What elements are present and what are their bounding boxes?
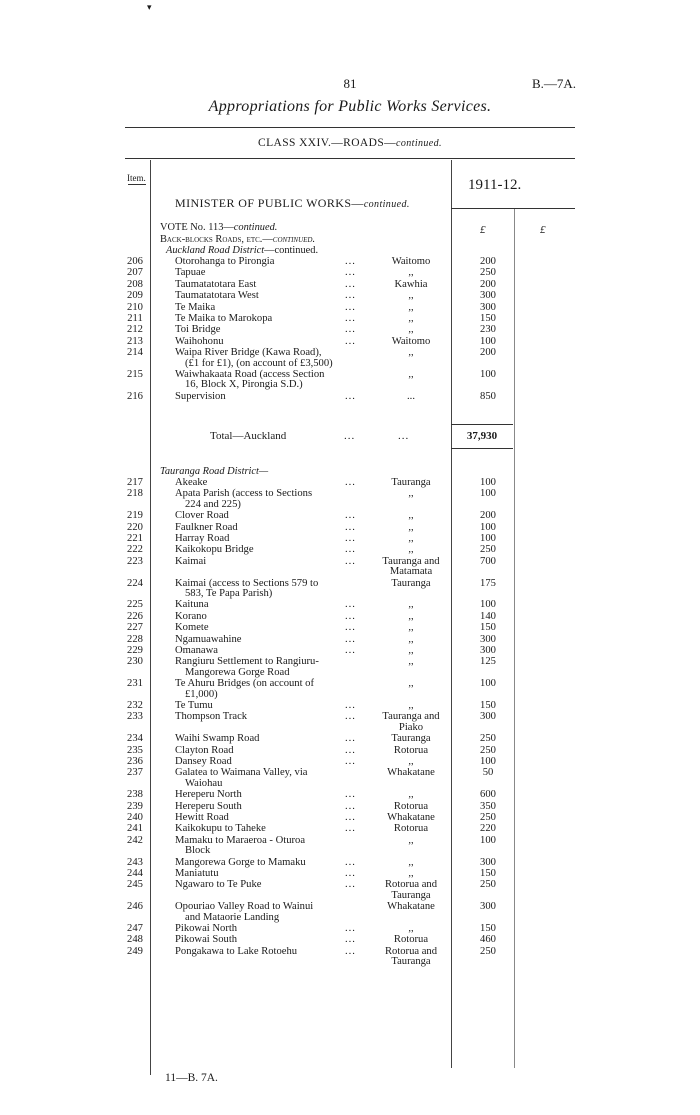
item-name-continued: Block (185, 845, 211, 857)
table-row (125, 902, 515, 924)
dot-leader: ... (345, 645, 356, 656)
section-heading: Back-blocks Roads, etc.—continued. (160, 234, 316, 245)
item-name: Taumatatotara West (175, 290, 259, 302)
item-number: 217 (127, 477, 143, 488)
electorate: ,, (408, 369, 414, 380)
item-name: Te Maika (175, 301, 216, 313)
item-name: Tapuae (175, 267, 206, 279)
amount: 150 (480, 700, 496, 711)
electorate: Rotorua (393, 823, 429, 835)
dot-leader: ... (345, 700, 356, 711)
dot-leader: ... (345, 313, 356, 324)
item-number: 235 (127, 744, 143, 756)
item-number: 234 (127, 733, 143, 745)
dot-leader: ... (345, 477, 356, 488)
electorate: ,, (408, 347, 414, 359)
electorate: ,, (408, 290, 414, 302)
electorate: ,, (408, 923, 414, 934)
dot-leader: ... (345, 789, 356, 801)
electorate-continued: Tauranga (391, 889, 431, 901)
item-number: 212 (127, 324, 143, 336)
amount: 100 (480, 678, 496, 690)
page-title: Appropriations for Public Works Services. (208, 98, 492, 115)
class-title: CLASS XXIV.—ROADS—continued. (258, 137, 442, 149)
amount: 300 (480, 290, 496, 302)
dot-leader: ... (345, 812, 356, 823)
item-number: 206 (127, 256, 143, 267)
item-number: 226 (127, 610, 143, 622)
item-number: 244 (127, 868, 143, 879)
item-number: 228 (127, 633, 143, 645)
item-number: 207 (127, 267, 143, 279)
electorate: Rotorua and (384, 879, 438, 891)
amount: 250 (480, 744, 496, 756)
item-name: Kaikokopu Bridge (175, 544, 254, 556)
item-name: Te Tumu (175, 700, 213, 711)
item-number: 232 (127, 700, 143, 711)
amount: 600 (480, 789, 496, 801)
table-row (125, 623, 515, 634)
item-name: Supervision (175, 390, 226, 402)
item-number: 236 (127, 756, 143, 767)
item-name: Mamaku to Maraeroa - Oturoa (175, 834, 306, 846)
footer-signature: 11—B. 7A. (165, 1072, 218, 1084)
amount: 150 (480, 868, 496, 879)
dot-leader: ... (345, 555, 356, 567)
amount: 100 (480, 599, 496, 611)
table-row (125, 511, 515, 522)
item-number: 219 (127, 510, 143, 522)
item-name: Pikowai North (175, 923, 238, 934)
dot-leader: ... (345, 823, 356, 835)
item-number: 240 (127, 812, 143, 823)
dot-leader: ... (345, 934, 356, 946)
electorate: Tauranga (391, 733, 431, 745)
electorate: ,, (408, 301, 414, 313)
item-name: Waihohonu (175, 335, 224, 347)
item-name: Rangiuru Settlement to Rangiuru- (175, 656, 319, 668)
electorate: ,, (408, 324, 414, 336)
dot-leader: ... (345, 800, 356, 812)
amount: 250 (480, 945, 496, 957)
electorate: ,, (408, 599, 414, 611)
item-name: Clayton Road (175, 744, 234, 756)
item-number: 224 (127, 577, 143, 589)
dot-leader: ... (345, 610, 356, 622)
amount: 100 (480, 834, 496, 846)
table-row (125, 768, 515, 790)
dot-leader: ... (345, 923, 356, 934)
item-number: 227 (127, 622, 143, 634)
table-row (125, 679, 515, 701)
electorate: ,, (408, 267, 414, 279)
minister-heading: MINISTER OF PUBLIC WORKS—continued. (175, 196, 410, 210)
table-row (125, 392, 515, 403)
amount: 300 (480, 645, 496, 656)
amount: 200 (480, 510, 496, 522)
item-name: Hewitt Road (175, 812, 229, 823)
document-reference: B.—7A. (532, 76, 577, 91)
electorate: ,, (408, 856, 414, 868)
amount: 350 (480, 800, 496, 812)
amount: 150 (480, 313, 496, 324)
dot-leader: ... (345, 744, 356, 756)
item-name: Akeake (175, 477, 208, 488)
item-name: Galatea to Waimana Valley, via (175, 767, 308, 779)
item-name: Kaimai (access to Sections 579 to (175, 577, 319, 589)
item-number: 242 (127, 834, 143, 846)
amount: 250 (480, 879, 496, 891)
amount: 200 (480, 256, 496, 267)
electorate: ,, (408, 610, 414, 622)
dot-leader: ... (345, 856, 356, 868)
total-bottom-rule (451, 448, 513, 449)
item-name: Apata Parish (access to Sections (175, 488, 313, 500)
dot-leader: ... (345, 267, 356, 279)
electorate: Rotorua and (384, 945, 438, 957)
item-number: 229 (127, 645, 143, 656)
item-name: Te Maika to Marokopa (175, 313, 273, 324)
dot-leader: ... (345, 868, 356, 879)
amount: 140 (480, 610, 496, 622)
item-number: 247 (127, 923, 143, 934)
item-name: Ngamuawahine (175, 633, 242, 645)
amount: 250 (480, 733, 496, 745)
amount: 300 (480, 711, 496, 723)
electorate: ,, (408, 510, 414, 522)
item-number: 245 (127, 879, 143, 891)
amount: 150 (480, 622, 496, 634)
item-number: 238 (127, 789, 143, 801)
year-header: 1911-12. (468, 177, 522, 193)
electorate: ,, (408, 313, 414, 324)
item-name: Komete (175, 622, 209, 634)
amount: 125 (480, 656, 496, 668)
dot-leader: ... (345, 544, 356, 556)
table-row (125, 790, 515, 801)
table-row (125, 348, 515, 370)
item-number: 231 (127, 678, 143, 690)
amount: 250 (480, 544, 496, 556)
amount: 250 (480, 812, 496, 823)
item-name: Thompson Track (175, 711, 248, 723)
header-rule (125, 127, 575, 128)
table-row (125, 734, 515, 745)
tauranga-district-heading: Tauranga Road District— (160, 466, 269, 477)
item-number: 225 (127, 599, 143, 611)
electorate: ,, (408, 868, 414, 879)
item-header-underline (128, 184, 146, 185)
total-leader: ... (344, 430, 356, 442)
electorate: Whakatane (387, 767, 435, 779)
item-name-continued: 583, Te Papa Parish) (185, 587, 273, 599)
electorate: ,, (408, 789, 414, 801)
item-name-continued: Mangorewa Gorge Road (185, 666, 290, 678)
amount: 100 (480, 477, 496, 488)
amount: 300 (480, 633, 496, 645)
item-name: Waiwhakaata Road (access Section (175, 369, 325, 380)
table-row (125, 291, 515, 302)
item-name-continued: Waiohau (185, 777, 223, 789)
item-number: 213 (127, 335, 143, 347)
item-number: 215 (127, 369, 143, 380)
item-name: Opouriao Valley Road to Wainui (175, 901, 314, 913)
item-number: 220 (127, 521, 143, 533)
electorate: Rotorua (393, 934, 429, 946)
scan-mark: ▾ (147, 2, 152, 12)
amount: 175 (480, 577, 496, 589)
electorate: Waitomo (391, 256, 431, 267)
item-number: 218 (127, 488, 143, 500)
item-name: Kaikokupu to Taheke (175, 823, 266, 835)
total-leader-2: ... (398, 430, 410, 442)
dot-leader: ... (345, 510, 356, 522)
amount: 100 (480, 533, 496, 544)
item-number: 216 (127, 390, 143, 402)
electorate-continued: Piako (398, 721, 424, 733)
item-number: 221 (127, 533, 143, 544)
item-name: Hereperu South (175, 800, 242, 812)
amount: 300 (480, 901, 496, 913)
item-name: Waihi Swamp Road (175, 733, 260, 745)
electorate: ,, (408, 488, 414, 500)
dot-leader: ... (345, 290, 356, 302)
item-name: Clover Road (175, 510, 229, 522)
electorate: ,, (408, 521, 414, 533)
amount: 50 (482, 767, 494, 779)
table-row (125, 880, 515, 902)
item-name: Hereperu North (175, 789, 242, 801)
amount: 300 (480, 856, 496, 868)
electorate: Whakatane (387, 901, 435, 913)
dot-leader: ... (345, 756, 356, 767)
table-row (125, 712, 515, 734)
electorate: Rotorua (393, 800, 429, 812)
item-number: 208 (127, 278, 143, 290)
item-name-continued: (£1 for £1), (on account of £3,500) (185, 357, 333, 369)
item-name-continued: and Mataorie Landing (185, 911, 280, 923)
item-name: Korano (175, 610, 207, 622)
item-name-continued: £1,000) (185, 688, 218, 700)
electorate: ,, (408, 834, 414, 846)
page-number: 81 (343, 76, 357, 91)
amount: 200 (480, 347, 496, 359)
item-name: Harray Road (175, 533, 230, 544)
table-row (125, 370, 515, 392)
item-name: Pongakawa to Lake Rotoehu (175, 945, 298, 957)
year-head-rule (451, 208, 575, 209)
item-number: 209 (127, 290, 143, 302)
table-row (125, 657, 515, 679)
item-name: Pikowai South (175, 934, 238, 946)
amount: 230 (480, 324, 496, 336)
electorate: Kawhia (394, 278, 428, 290)
item-name-continued: 224 and 225) (185, 498, 241, 510)
total-top-rule (451, 424, 513, 425)
amount: 100 (480, 521, 496, 533)
electorate: ,, (408, 533, 414, 544)
amount: 250 (480, 267, 496, 279)
item-name: Omanawa (175, 645, 218, 656)
amount: 100 (480, 335, 496, 347)
dot-leader: ... (345, 879, 356, 891)
item-name: Maniatutu (175, 868, 219, 879)
amount: 150 (480, 923, 496, 934)
amount: 100 (480, 369, 496, 380)
auckland-district-heading: Auckland Road District—continued. (166, 245, 319, 256)
item-column-header: Item. (127, 173, 146, 183)
item-name: Kaimai (175, 555, 207, 567)
electorate: ,, (408, 645, 414, 656)
electorate-continued: Matamata (389, 566, 433, 578)
total-amount: 37,930 (466, 430, 498, 442)
dot-leader: ... (345, 521, 356, 533)
dot-leader: ... (345, 278, 356, 290)
item-number: 248 (127, 934, 143, 946)
item-name: Waipa River Bridge (Kawa Road), (175, 347, 322, 359)
total-label: Total—Auckland (210, 430, 287, 442)
dot-leader: ... (345, 711, 356, 723)
table-top-rule (125, 158, 575, 159)
item-number: 230 (127, 656, 143, 668)
amount: 220 (480, 823, 496, 835)
amount: 460 (480, 934, 496, 946)
electorate: Tauranga and (382, 555, 440, 567)
item-number: 211 (127, 313, 143, 324)
electorate: Rotorua (393, 744, 429, 756)
amount: 700 (480, 555, 496, 567)
dot-leader: ... (345, 622, 356, 634)
electorate: ,, (408, 622, 414, 634)
dot-leader: ... (345, 301, 356, 313)
amount: 100 (480, 488, 496, 500)
amount: 200 (480, 278, 496, 290)
item-name: Dansey Road (175, 756, 232, 767)
item-number: 237 (127, 767, 143, 779)
electorate-leader: ... (407, 390, 415, 402)
table-row (125, 579, 515, 601)
electorate: ,, (408, 678, 414, 690)
dot-leader: ... (345, 533, 356, 544)
dot-leader: ... (345, 733, 356, 745)
item-name: Kaituna (175, 599, 209, 611)
item-number: 223 (127, 555, 143, 567)
dot-leader: ... (345, 633, 356, 645)
amount: 300 (480, 301, 496, 313)
electorate: Whakatane (387, 812, 435, 823)
currency-symbol-1: £ (480, 224, 486, 236)
item-name: Mangorewa Gorge to Mamaku (175, 856, 306, 868)
dot-leader: ... (345, 324, 356, 336)
amount: 100 (480, 756, 496, 767)
item-name: Faulkner Road (175, 521, 238, 533)
item-number: 239 (127, 800, 143, 812)
item-number: 243 (127, 856, 143, 868)
item-number: 210 (127, 301, 143, 313)
dot-leader: ... (345, 390, 356, 402)
vote-heading: VOTE No. 113—continued. (160, 222, 278, 233)
electorate: Waitomo (391, 335, 431, 347)
item-number: 246 (127, 901, 143, 913)
amount: 850 (480, 390, 496, 402)
electorate: Tauranga (391, 577, 431, 589)
electorate: ,, (408, 544, 414, 556)
item-name: Otorohanga to Pirongia (175, 256, 275, 267)
item-name-continued: 16, Block X, Pirongia S.D.) (185, 379, 303, 391)
electorate: ,, (408, 700, 414, 711)
item-name: Te Ahuru Bridges (on account of (175, 678, 315, 690)
item-number: 233 (127, 711, 143, 723)
electorate: Tauranga and (382, 711, 440, 723)
table-row (125, 836, 515, 858)
item-name: Taumatatotara East (175, 278, 257, 290)
electorate: ,, (408, 656, 414, 668)
dot-leader: ... (345, 256, 356, 267)
item-number: 214 (127, 347, 143, 359)
table-row (125, 947, 515, 969)
item-number: 249 (127, 945, 143, 957)
dot-leader: ... (345, 945, 356, 957)
item-number: 241 (127, 823, 143, 835)
item-name: Ngawaro to Te Puke (175, 879, 262, 891)
electorate: ,, (408, 756, 414, 767)
dot-leader: ... (345, 599, 356, 611)
electorate: Tauranga (391, 477, 431, 488)
electorate: ,, (408, 633, 414, 645)
table-row (125, 557, 515, 579)
item-name: Toi Bridge (175, 324, 221, 336)
electorate-continued: Tauranga (391, 956, 431, 968)
table-row (125, 489, 515, 511)
item-number: 222 (127, 544, 143, 556)
currency-symbol-2: £ (540, 224, 546, 236)
dot-leader: ... (345, 335, 356, 347)
